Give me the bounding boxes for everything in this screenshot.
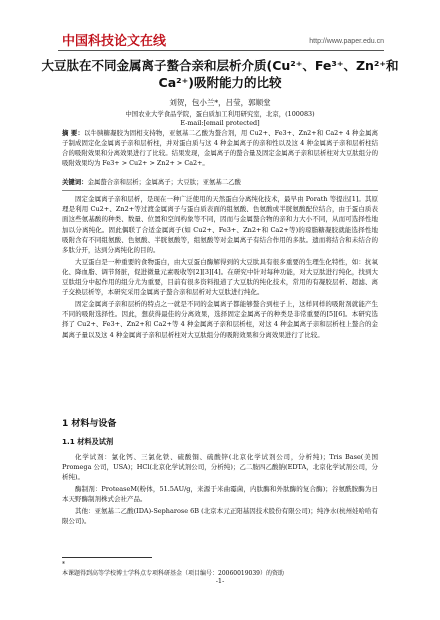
logo-main: 科技论文在线 — [88, 34, 167, 49]
footnote-marker: * — [62, 561, 65, 568]
intro-paragraph-2: 大豆蛋白是一种重要的食物蛋白，由大豆蛋白酶解得到的大豆肽具有很多重要的生理生化特性，如：抗氧化、降血脂、调节肾脏，促进微量元素吸收等[2][3][4]。在研究中针对每种功能，对大豆肽进行纯化，找到大豆肽组分中起作用的组分尤为重要，目前有很多资料报道了大豆肽的纯化技术，常用的有凝胶层析、超滤、离子交换层析等，本研究采用金属离子螯合亲和层析对大豆肽进行纯化。 — [62, 257, 378, 297]
materials-body — [62, 452, 378, 528]
materials-chemicals: 化学试剂：氯化钙、三氯化铁、硫酸铜、硫酸锌(北京化学试剂公司，分析纯)；Tris Base(美国 Promega 公司，USA)；HCl(北京化学试剂公司，分析纯)；乙二胺四乙酸钠(EDTA，北京化学试剂公司，分析纯)。 — [62, 453, 378, 482]
header-divider — [58, 50, 384, 51]
intro-paragraph-1: 固定金属离子亲和层析，是现在一种广泛使用的天然蛋白分离纯化技术，最早由 Porath 等提出[1]。其原理是利用 Cu2+、Zn2+等过渡金属离子与蛋白质表面的组氨酸、色氨酸或半胱氨酸配位结合，由于蛋白质表面这些氨基酸的种类、数量、位置和空间构象等不同，因而与金属螯合物的亲和力大小不同，从而可选择性地加以分离纯化。固此偶联了合适金属离子(如 Cu2+、Fe3+、Zn2+和 Ca2+等)的琼脂糖凝胶就能选择性地吸附含有不同组氨酸、色氨酸、半胱氨酸等，组氨酸等对金属离子有结合作用的多肽。遗而将结合和未结合的多肽分开，达到分离纯化的目的。 — [62, 195, 378, 255]
site-logo[interactable] — [62, 30, 166, 49]
materials-other: 其他：亚氨基二乙酸(IDA)-Sepharose 6B (北京本元正阳基因技术股份有限公司)；纯净水(杭州娃哈哈有限公司)。 — [62, 507, 378, 526]
subsection-heading: 1.1 材料及试剂 — [62, 437, 114, 446]
abstract-label: 摘 要： — [62, 129, 84, 137]
paper-affiliation: 中国农业大学食品学院，蛋白质加工利用研究室，北京，(100083) — [125, 110, 315, 118]
site-url[interactable]: http://www.paper.edu.cn — [309, 38, 384, 45]
page-header — [0, 0, 440, 62]
paper-title: 大豆肽在不同金属离子螯合亲和层析介质(Cu²⁺、Fe³⁺、Zn²⁺和 Ca²⁺)吸附能力的比较 — [41, 58, 399, 90]
footnote-divider — [62, 557, 152, 558]
keywords — [62, 177, 378, 187]
intro-body — [62, 194, 378, 341]
section-heading: 1 材料与设备 — [62, 419, 117, 429]
keywords-label: 关键词： — [62, 178, 88, 186]
footnote-text: 本课题得到高等学校博士学科点专项科研基金（项目编号：20060019039）的资助 — [62, 570, 284, 577]
page-number: -1- — [215, 577, 225, 585]
intro-paragraph-3: 固定金属离子亲和层析的特点之一就是不同的金属离子都能够螯合到柱子上，这样同样的吸附剂就能产生不同的吸附选择性。因此，想获得最佳的分离效果，选择固定金属离子的种类是非常重要的[5][6]。本研究选择了 Cu2+、Fe3+、Zn2+和 Ca2+等 4 种金属离子亲和层析柱，对这 4 种金属离子亲和层析柱上螯合的金属离子量以及这 4 种金属离子亲和层析柱对大豆肽组分的吸附效果和分离效果进行了比较。 — [62, 300, 378, 339]
abstract — [62, 128, 378, 168]
materials-enzymes: 酶制剂：ProteaseM(粉体，51.5AU/g，来源于米曲霉菌，内肽酶和外肽酶的复合酶)；谷氨酰胺酶为日本天野酶制剂株式会社产品。 — [62, 485, 378, 504]
footnote — [62, 560, 378, 578]
logo-prefix: 中国 — [62, 34, 89, 49]
keywords-text: 金属螯合亲和层析；金属离子；大豆肽；亚氨基二乙酸 — [87, 178, 241, 186]
paper-email[interactable]: E-mail:[email protected] — [180, 119, 260, 127]
paper-authors: 刘贺，包小兰*，吕莹，郭顺堂 — [169, 98, 271, 107]
keywords-divider — [62, 190, 378, 191]
abstract-text: 以牛胰糖凝胶为固相支持物，亚氨基二乙酸为螯合剂，用 Cu2+、Fe3+、Zn2+和 Ca2+ 4 种金属离子制成固定化金属离子亲和层析柱，并对蛋白质与这 4 种金属离子的亲和性以及这 4 种金属离子亲和层析柱结合的吸附效果和分离效果进行了比较。结果发现，金属离子的螯合量及固定金属离子亲和层析柱对大豆肽组分的吸附效果均为 Fe3+ > Cu2+ > Zn2+ > Ca2+。 — [62, 129, 378, 167]
